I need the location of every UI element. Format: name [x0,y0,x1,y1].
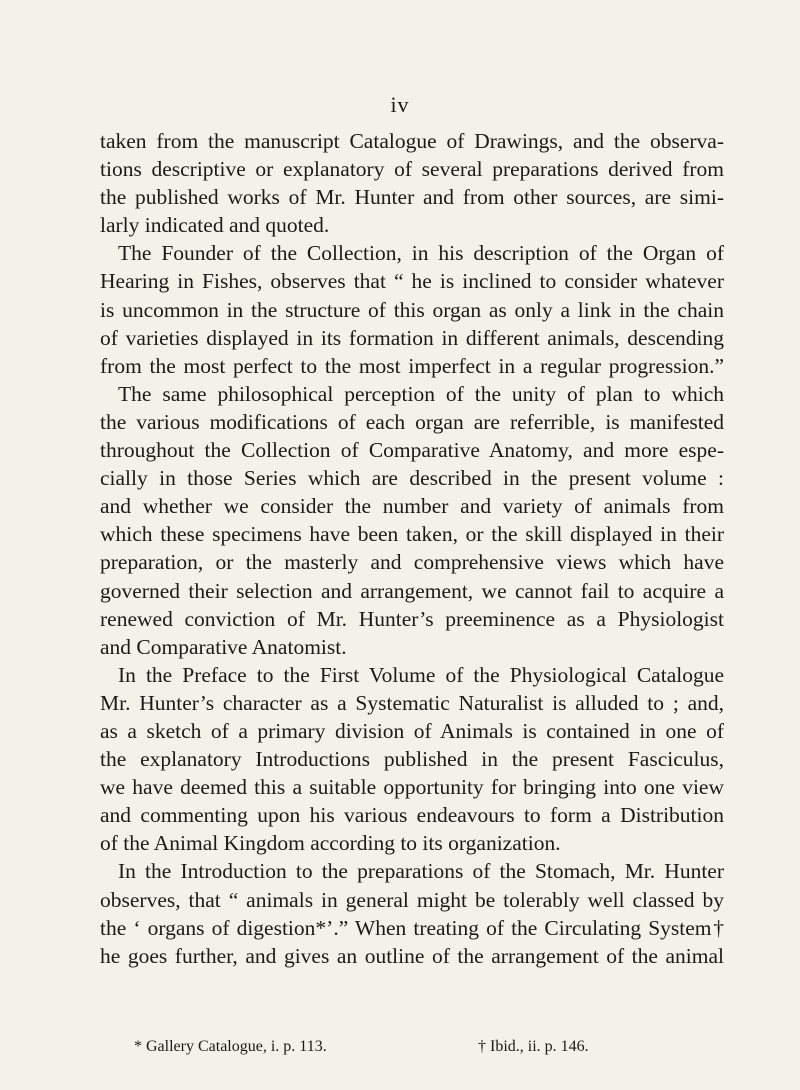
text-line: throughout the Collection of Comparative Anatomy, and more espe- [100,438,724,463]
text-line: preparation, or the masterly and comprehensive views which have [100,550,724,575]
text-line: and commenting upon his various endeavours to form a Distribution [100,803,724,828]
text-line: the various modifications of each organ are referrible, is manifested [100,409,724,434]
text-line: In the Preface to the First Volume of the Physiological Catalogue [118,662,724,687]
text-line: tions descriptive or explanatory of several preparations derived from [100,157,724,182]
text-line: The same philosophical perception of the unity of plan to which [118,381,724,406]
text-line: the ‘ organs of digestion*’.” When treating of the Circulating System† [100,915,724,940]
text-line: is uncommon in the structure of this organ as only a link in the chain [100,297,724,322]
text-line: we have deemed this a suitable opportunity for bringing into one view [100,775,724,800]
text-line: cially in those Series which are described in the present volume : [100,466,724,491]
footnotes [100,1035,724,1059]
text-line: renewed conviction of Mr. Hunter’s preeminence as a Physiologist [100,606,724,631]
text-line: taken from the manuscript Catalogue of Drawings, and the observa- [100,129,724,153]
text-line: In the Introduction to the preparations of the Stomach, Mr. Hunter [118,859,724,884]
text-line: governed their selection and arrangement, we cannot fail to acquire a [100,578,724,603]
text-line: The Founder of the Collection, in his description of the Organ of [118,241,724,266]
text-line: the published works of Mr. Hunter and from other sources, are simi- [100,185,724,210]
text-line: and whether we consider the number and variety of animals from [100,494,724,519]
text-line: Mr. Hunter’s character as a Systematic Naturalist is alluded to ; and, [100,690,724,715]
text-line: as a sketch of a primary division of Animals is contained in one of [100,718,724,743]
text-line: which these specimens have been taken, or the skill displayed in their [100,522,724,547]
text-line: of varieties displayed in its formation in different animals, descending [100,325,724,350]
text-line: from the most perfect to the most imperfect in a regular progression.” [100,353,724,378]
text-line: larly indicated and quoted. [100,213,330,238]
text-line: Hearing in Fishes, observes that “ he is inclined to consider whatever [100,269,724,294]
body-text [100,127,724,970]
text-line: observes, that “ animals in general might be tolerably well classed by [100,887,724,912]
footnote-gallery-catalogue: * Gallery Catalogue, i. p. 113. [134,1038,327,1055]
text-line: the explanatory Introductions published in the present Fasciculus, [100,747,724,772]
text-line: he goes further, and gives an outline of the arrangement of the animal [100,943,724,968]
footnote-ibid: † Ibid., ii. p. 146. [478,1038,589,1055]
text-line: and Comparative Anatomist. [100,634,347,659]
page-number: iv [390,92,410,117]
text-line: of the Animal Kingdom according to its organization. [100,831,561,856]
